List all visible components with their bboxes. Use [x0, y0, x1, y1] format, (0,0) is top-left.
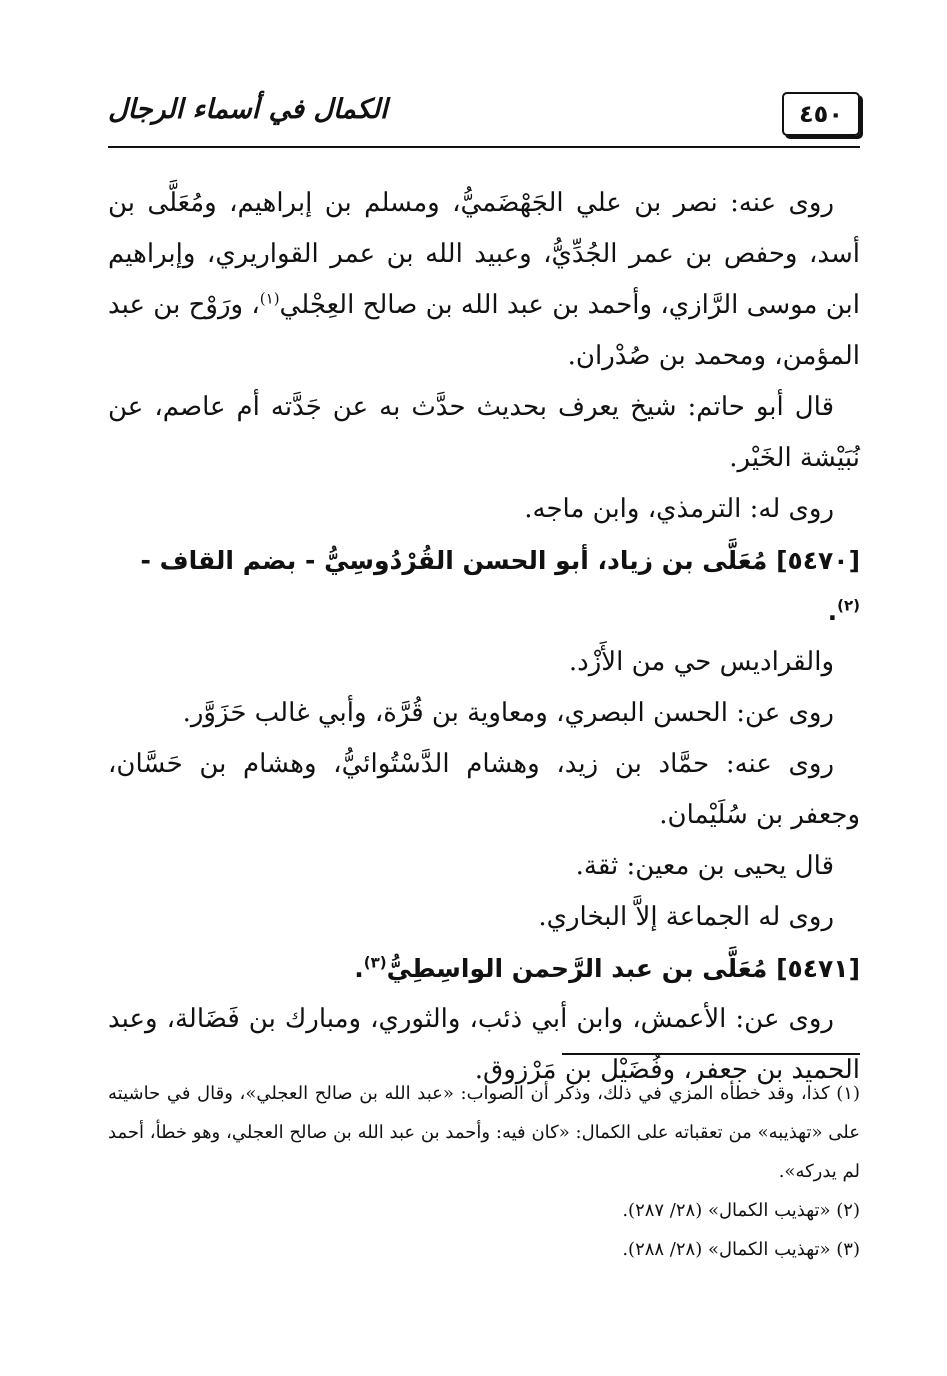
paragraph-narrators-from-him-2: روى عنه: حمَّاد بن زيد، وهشام الدَّسْتُوائيُّ، وهشام بن حَسَّان، وجعفر بن سُلَيْمان.	[108, 749, 860, 830]
paragraph-ibn-maeen: قال يحيى بن معين: ثقة.	[575, 851, 834, 881]
entry-end: .	[827, 597, 838, 626]
footnote-marker-1: (١)	[259, 289, 280, 308]
footnotes	[108, 1074, 860, 1269]
header-divider	[108, 146, 860, 148]
main-text	[108, 178, 860, 1096]
paragraph-abu-hatim: قال أبو حاتم: شيخ يعرف بحديث حدَّث به عن جَدَّته أم عاصم، عن نُبَيْشة الخَيْر.	[108, 392, 860, 473]
entry-title: [٥٤٧١] مُعَلَّى بن عبد الرَّحمن الواسِطِيُّ	[386, 954, 860, 983]
page-number: ٤٥٠	[782, 92, 860, 136]
footnote-2: (٢) «تهذيب الكمال» (٢٨/ ٢٨٧).	[622, 1200, 860, 1221]
entry-title: [٥٤٧٠] مُعَلَّى بن زياد، أبو الحسن القُرْدُوسِيُّ - بضم القاف -	[140, 546, 860, 575]
paragraph-narrated-from-2: روى عن: الأعمش، وابن أبي ذئب، والثوري، ومبارك بن فَضَالة، وعبد الحميد بن جعفر، وفُضَيْل بن مَرْزوق.	[108, 1004, 860, 1085]
paragraph-text-tail: ، ورَوْح بن عبد المؤمن، ومحمد بن صُدْران.	[108, 290, 860, 371]
entry-heading-5470	[108, 535, 860, 637]
paragraph-narrators-from-him	[108, 178, 860, 382]
footnote-marker-2: (٢)	[837, 596, 860, 615]
footnote-1: (١) كذا، وقد خطأه المزي في ذلك، وذكر أن الصواب: «عبد الله بن صالح العجلي»، وقال في حاشيته على «تهذيبه» من تعقباته على الكمال: «كان فيه: وأحمد بن عبد الله بن صالح العجلي، وهو خطأ، أحمد لم يدركه».	[108, 1083, 860, 1182]
paragraph-narrated-from: روى عن: الحسن البصري، ومعاوية بن قُرَّة، وأبي غالب حَزَوَّر.	[182, 698, 834, 728]
running-title: الكمال في أسماء الرجال	[108, 94, 388, 125]
footnote-marker-3: (٣)	[363, 953, 387, 972]
paragraph-narrated-by-group: روى له الجماعة إلاَّ البخاري.	[538, 902, 834, 932]
footnote-divider	[562, 1053, 860, 1055]
paragraph-qaradis: والقراديس حي من الأَزْد.	[568, 647, 834, 677]
entry-end: .	[354, 954, 364, 983]
entry-heading-5471	[108, 943, 860, 994]
paragraph-narrated-by: روى له: الترمذي، وابن ماجه.	[524, 494, 834, 524]
page-header	[108, 88, 860, 150]
paragraph-text: روى عنه: نصر بن علي الجَهْضَميُّ، ومسلم بن إبراهيم، ومُعَلَّى بن أسد، وحفص بن عمر الجُدِّيُّ، وعبيد الله بن عمر القواريري، وإبراهيم ابن موسى الرَّازي، وأحمد بن عبد الله بن صالح العِجْلي	[108, 188, 861, 320]
footnote-3: (٣) «تهذيب الكمال» (٢٨/ ٢٨٨).	[622, 1239, 860, 1260]
